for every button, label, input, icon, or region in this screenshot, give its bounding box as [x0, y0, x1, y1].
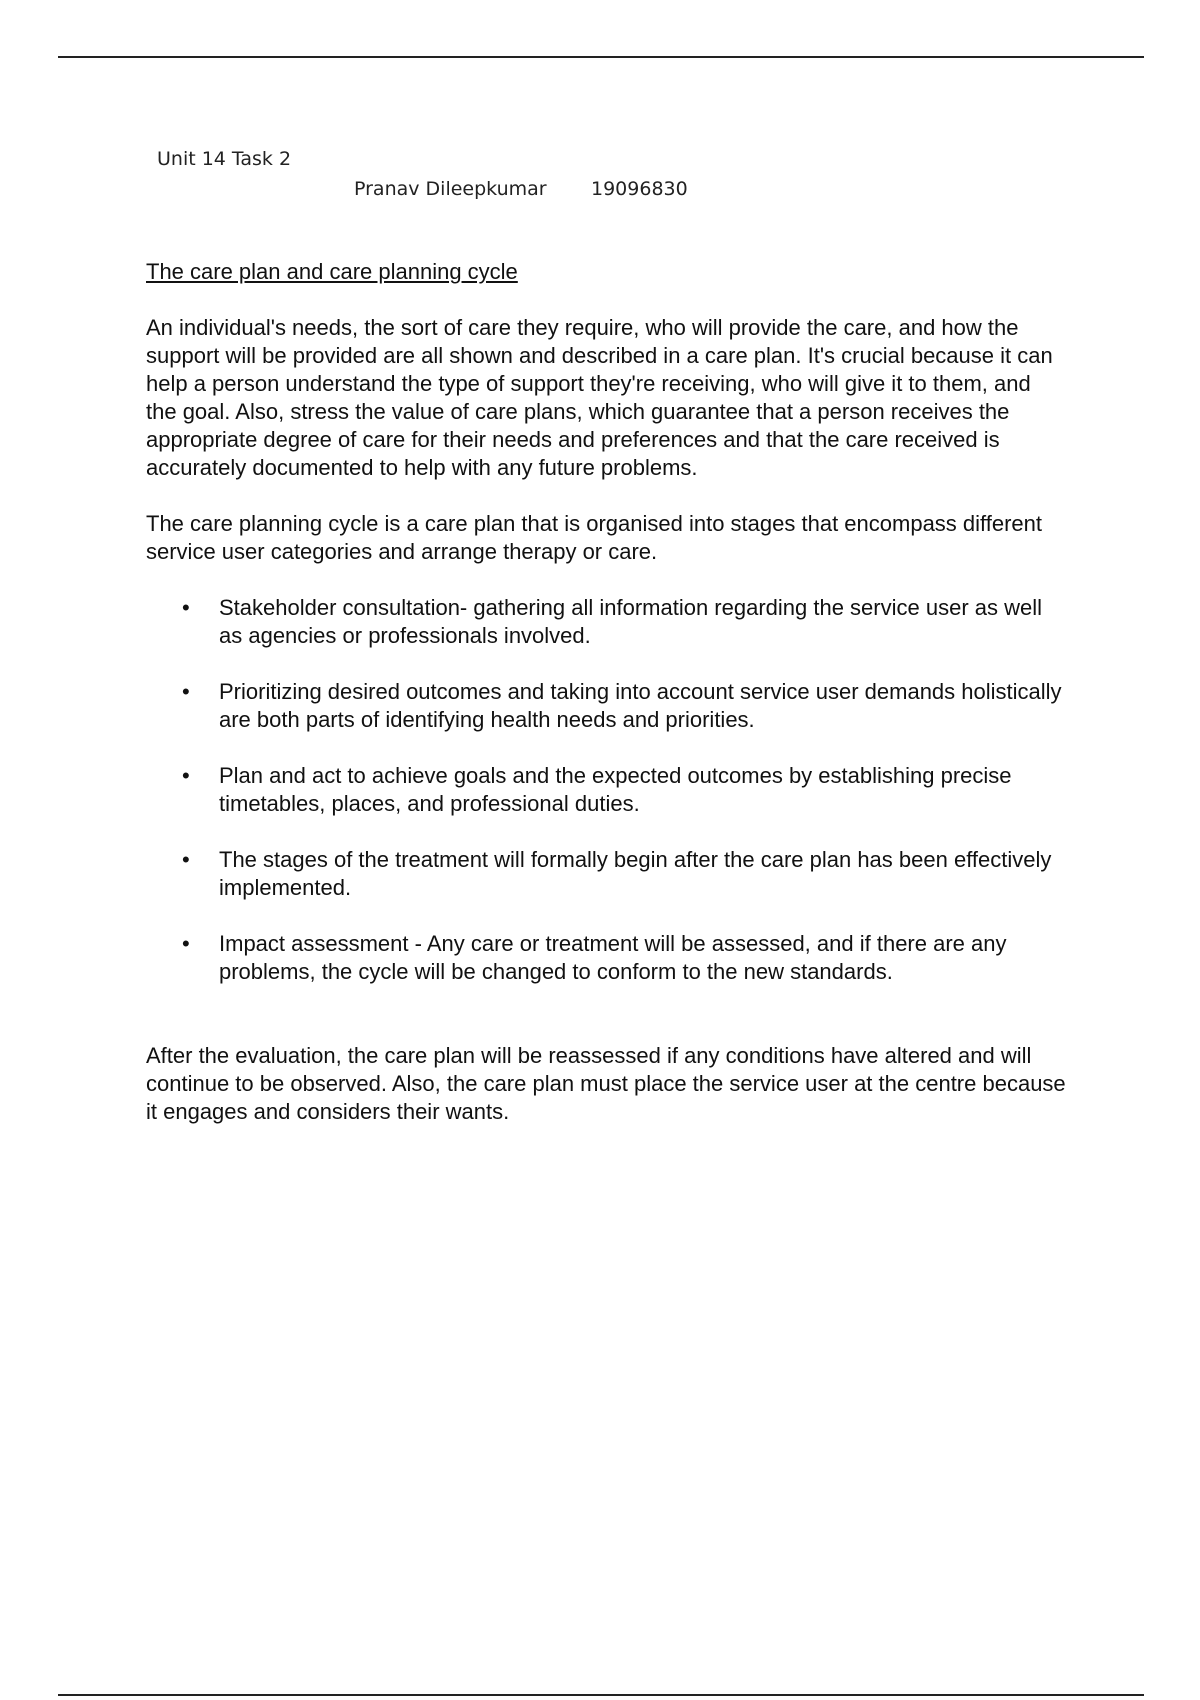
list-item-text: The stages of the treatment will formally begin after the care plan has been effectively implemented. [219, 847, 1052, 900]
list-item-text: Prioritizing desired outcomes and taking into account service user demands holistically are both parts of identifying health needs and priorities. [219, 679, 1062, 732]
section-heading: The care plan and care planning cycle [146, 259, 518, 284]
closing-paragraph: After the evaluation, the care plan will be reassessed if any conditions have altered and will continue to be observed. Also, the care plan must place the service user at the centre because it engages and considers their wants. [146, 1043, 1066, 1124]
list-item-text: Plan and act to achieve goals and the expected outcomes by establishing precise timetables, places, and professional duties. [219, 763, 1012, 816]
bullet-icon: • [182, 679, 190, 704]
list-item [146, 762, 1066, 818]
student-id: 19096830 [591, 178, 688, 200]
bullet-icon: • [182, 763, 190, 788]
top-divider [58, 56, 1144, 58]
author-name: Pranav Dileepkumar [354, 178, 547, 200]
document-body [146, 258, 1066, 1154]
bullet-icon: • [182, 595, 190, 620]
bullet-icon: • [182, 931, 190, 956]
list-item [146, 678, 1066, 734]
list-item-text: Stakeholder consultation- gathering all information regarding the service user as well as agencies or professionals involved. [219, 595, 1043, 648]
list-item-text: Impact assessment - Any care or treatment will be assessed, and if there are any problems, the cycle will be changed to conform to the new standards. [219, 931, 1007, 984]
bullet-icon: • [182, 847, 190, 872]
unit-title: Unit 14 Task 2 [157, 148, 292, 170]
cycle-paragraph: The care planning cycle is a care plan that is organised into stages that encompass different service user categories and arrange therapy or care. [146, 511, 1043, 564]
list-item [146, 930, 1066, 986]
list-item [146, 846, 1066, 902]
intro-paragraph: An individual's needs, the sort of care they require, who will provide the care, and how the support will be provided are all shown and described in a care plan. It's crucial because it can help a person understand the type of support they're receiving, who will give it to them, and the goal. Also, stress the value of care plans, which guarantee that a person receives the appropriate degree of care for their needs and preferences and that the care received is accurately documented to help with any future problems. [146, 315, 1053, 480]
stages-list [146, 594, 1066, 986]
bottom-divider [58, 1694, 1144, 1696]
list-item [146, 594, 1066, 650]
